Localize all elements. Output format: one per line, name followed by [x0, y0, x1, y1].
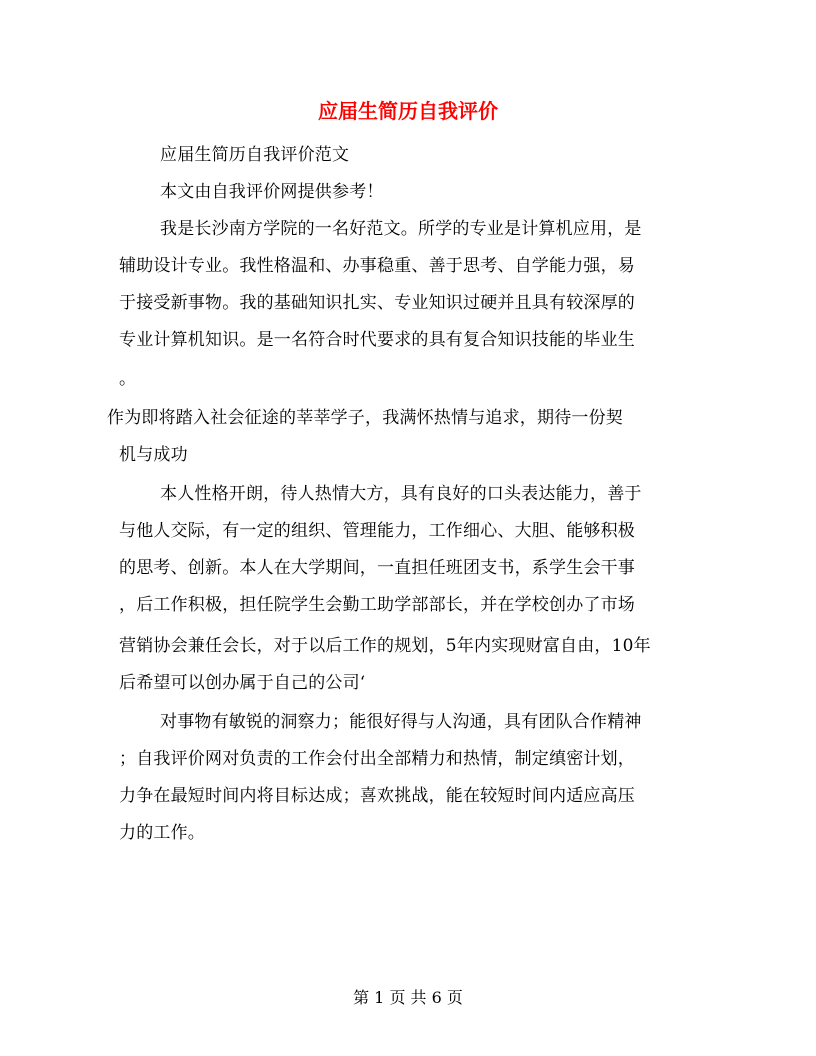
- document-title: 应届生简历自我评价: [318, 99, 498, 123]
- text-line: 作为即将踏入社会征途的莘莘学子，我满怀热情与追求，期待一份契: [107, 408, 623, 428]
- text-line-subtitle: 应届生简历自我评价范文: [160, 145, 350, 165]
- text-line: 机与成功: [119, 445, 188, 465]
- text-line: 与他人交际，有一定的组织、管理能力，工作细心、大胆、能够积极: [119, 521, 635, 541]
- text-line: 于接受新事物。我的基础知识扎实、专业知识过硬并且具有较深厚的: [119, 293, 635, 313]
- text-line: ，后工作积极，担任院学生会勤工助学部部长，并在学校创办了市场: [119, 595, 635, 615]
- text-line: 力的工作。: [119, 823, 205, 843]
- text-line: 辅助设计专业。我性格温和、办事稳重、善于思考、自学能力强，易: [119, 256, 635, 276]
- page-number-footer: 第 1 页 共 6 页: [353, 988, 463, 1007]
- text-line: ；自我评价网对负责的工作会付出全部精力和热情，制定缜密计划，: [119, 749, 635, 769]
- text-line: 专业计算机知识。是一名符合时代要求的具有复合知识技能的毕业生: [119, 330, 635, 350]
- text-line: 后希望可以创办属于自己的公司‘: [119, 673, 366, 693]
- text-line-source: 本文由自我评价网提供参考！: [160, 182, 384, 202]
- text-line: 我是长沙南方学院的一名好范文。所学的专业是计算机应用，是: [160, 219, 642, 239]
- text-line: 对事物有敏锐的洞察力；能很好得与人沟通，具有团队合作精神: [160, 712, 642, 732]
- text-line: 。: [119, 369, 137, 389]
- text-line: 本人性格开朗，待人热情大方，具有良好的口头表达能力，善于: [160, 484, 642, 504]
- text-line: 营销协会兼任会长，对于以后工作的规划，5年内实现财富自由，10年: [119, 636, 651, 656]
- text-line: 力争在最短时间内将目标达成；喜欢挑战，能在较短时间内适应高压: [119, 786, 635, 806]
- text-line: 的思考、创新。本人在大学期间，一直担任班团支书，系学生会干事: [119, 558, 635, 578]
